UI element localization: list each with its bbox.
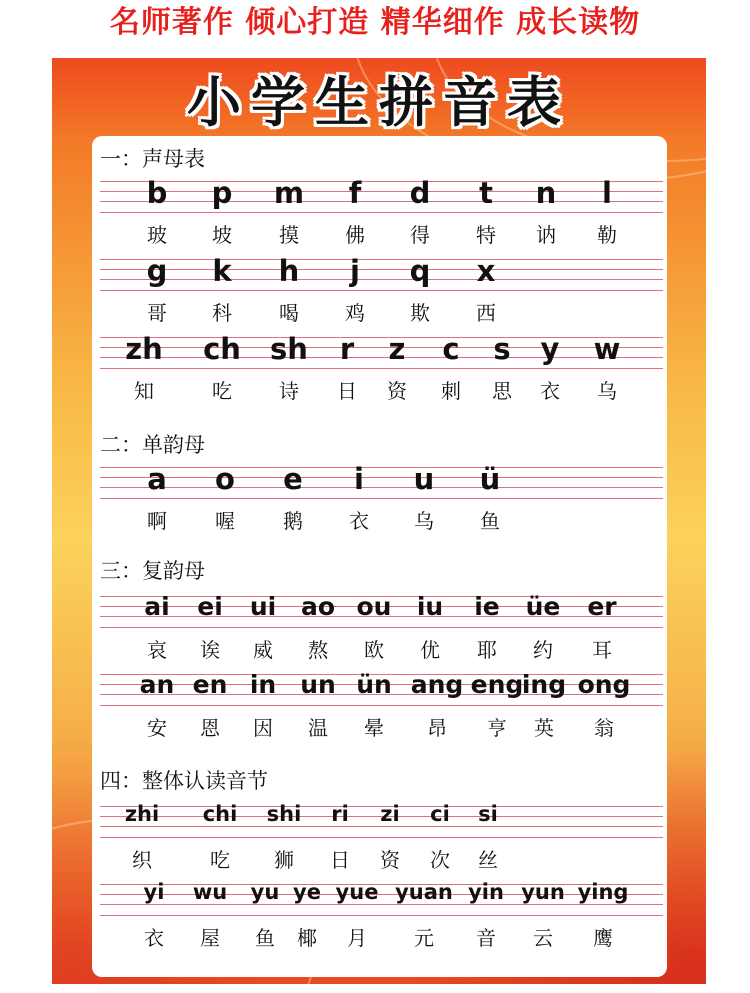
pinyin-syllable: ying	[577, 880, 629, 904]
example-character: 日	[330, 848, 350, 872]
pinyin-syllable: x	[476, 254, 496, 288]
example-character: 摸	[279, 223, 299, 247]
pinyin-syllable: m	[273, 176, 305, 210]
pinyin-syllable: an	[139, 670, 175, 699]
example-character: 狮	[274, 848, 294, 872]
example-character: 亨	[487, 716, 507, 740]
pinyin-syllable: er	[587, 592, 617, 621]
pinyin-syllable: o	[215, 462, 235, 496]
pinyin-syllable: ch	[203, 332, 241, 366]
example-character: 哀	[147, 638, 167, 662]
example-character: 晕	[364, 716, 384, 740]
example-character: 鱼	[255, 926, 275, 950]
pinyin-syllable: r	[339, 332, 355, 366]
example-character: 屋	[200, 926, 220, 950]
example-character: 鸡	[345, 301, 365, 325]
example-character: 昂	[427, 716, 447, 740]
example-character: 科	[212, 301, 232, 325]
pinyin-syllable: wu	[192, 880, 228, 904]
promo-banner: 名师著作 倾心打造 精华细作 成长读物	[109, 5, 641, 40]
pinyin-syllable: ui	[249, 592, 277, 621]
section-heading: 二：单韵母	[100, 433, 205, 457]
example-character: 吃	[212, 379, 232, 403]
example-character: 啊	[147, 509, 167, 533]
pinyin-poster	[52, 58, 706, 984]
pinyin-syllable: ie	[474, 592, 500, 621]
pinyin-chart-card	[92, 136, 667, 977]
example-character: 喔	[215, 509, 235, 533]
example-character: 元	[414, 926, 434, 950]
example-character: 鹅	[283, 509, 303, 533]
pinyin-syllable: si	[478, 802, 498, 826]
writing-lines	[100, 332, 663, 369]
pinyin-syllable: d	[409, 176, 431, 210]
pinyin-syllable: p	[211, 176, 233, 210]
pinyin-syllable: w	[593, 332, 621, 366]
pinyin-syllable: un	[300, 670, 336, 699]
pinyin-syllable: yi	[143, 880, 165, 904]
poster-title: 小学生拼音表	[187, 71, 571, 134]
example-character: 次	[430, 848, 450, 872]
pinyin-syllable: iu	[416, 592, 444, 621]
example-character: 音	[476, 926, 496, 950]
pinyin-syllable: yun	[521, 880, 565, 904]
example-character: 特	[476, 223, 496, 247]
example-character: 佛	[345, 223, 365, 247]
pinyin-syllable: ang	[410, 670, 464, 699]
example-character: 翁	[594, 716, 614, 740]
pinyin-syllable: a	[147, 462, 167, 496]
pinyin-syllable: yu	[250, 880, 280, 904]
example-character: 安	[147, 716, 167, 740]
example-character: 耳	[592, 638, 612, 662]
pinyin-syllable: zh	[125, 332, 163, 366]
example-character: 英	[534, 716, 554, 740]
example-character: 乌	[414, 509, 434, 533]
example-character: 得	[410, 223, 430, 247]
example-character: 熬	[308, 638, 328, 662]
example-character: 乌	[597, 379, 617, 403]
example-character: 织	[132, 848, 152, 872]
pinyin-syllable: u	[413, 462, 435, 496]
example-character: 勒	[597, 223, 617, 247]
example-character: 刺	[441, 379, 461, 403]
pinyin-syllable: ai	[144, 592, 170, 621]
example-character: 温	[308, 716, 328, 740]
example-character: 鱼	[480, 509, 500, 533]
example-character: 丝	[478, 848, 498, 872]
example-character: 耶	[477, 638, 497, 662]
section-heading: 三：复韵母	[100, 559, 205, 583]
pinyin-syllable: ri	[331, 802, 349, 826]
pinyin-syllable: ün	[356, 670, 392, 699]
example-character: 资	[380, 848, 400, 872]
pinyin-syllable: chi	[202, 802, 238, 826]
pinyin-syllable: ci	[430, 802, 450, 826]
example-character: 欺	[410, 301, 430, 325]
pinyin-syllable: yin	[468, 880, 504, 904]
writing-lines	[100, 462, 663, 499]
example-character: 因	[253, 716, 273, 740]
pinyin-syllable: b	[146, 176, 168, 210]
pinyin-syllable: ü	[479, 462, 501, 496]
pinyin-syllable: ou	[356, 592, 392, 621]
example-character: 思	[492, 379, 512, 403]
pinyin-syllable: t	[479, 176, 493, 210]
section-heading: 四：整体认读音节	[100, 769, 268, 793]
pinyin-syllable: zhi	[124, 802, 160, 826]
example-character: 知	[134, 379, 154, 403]
pinyin-syllable: c	[442, 332, 460, 366]
example-character: 威	[253, 638, 273, 662]
pinyin-syllable: eng	[470, 670, 524, 699]
example-character: 衣	[540, 379, 560, 403]
pinyin-syllable: l	[602, 176, 612, 210]
pinyin-syllable: ao	[300, 592, 336, 621]
example-character: 云	[533, 926, 553, 950]
example-character: 月	[347, 926, 367, 950]
pinyin-syllable: ong	[577, 670, 631, 699]
pinyin-syllable: s	[493, 332, 511, 366]
pinyin-syllable: shi	[266, 802, 302, 826]
example-character: 椰	[297, 926, 317, 950]
example-character: 玻	[147, 223, 167, 247]
pinyin-syllable: in	[249, 670, 277, 699]
pinyin-syllable: z	[388, 332, 406, 366]
pinyin-syllable: q	[409, 254, 431, 288]
example-character: 鹰	[593, 926, 613, 950]
writing-lines	[100, 254, 663, 291]
pinyin-syllable: zi	[380, 802, 400, 826]
pinyin-syllable: en	[192, 670, 228, 699]
pinyin-syllable: sh	[270, 332, 308, 366]
section-heading: 一：声母表	[100, 147, 205, 171]
pinyin-syllable: j	[350, 254, 360, 288]
example-character: 优	[420, 638, 440, 662]
pinyin-syllable: ei	[197, 592, 223, 621]
pinyin-syllable: n	[535, 176, 557, 210]
example-character: 约	[533, 638, 553, 662]
pinyin-syllable: e	[283, 462, 303, 496]
example-character: 衣	[144, 926, 164, 950]
pinyin-syllable: h	[278, 254, 300, 288]
pinyin-syllable: i	[354, 462, 364, 496]
example-character: 衣	[349, 509, 369, 533]
example-character: 诶	[200, 638, 220, 662]
writing-lines	[100, 176, 663, 213]
pinyin-syllable: yue	[335, 880, 379, 904]
example-character: 日	[337, 379, 357, 403]
example-character: 坡	[212, 223, 232, 247]
pinyin-syllable: f	[348, 176, 362, 210]
example-character: 恩	[200, 716, 220, 740]
example-character: 诗	[279, 379, 299, 403]
pinyin-syllable: ing	[521, 670, 567, 699]
example-character: 资	[387, 379, 407, 403]
example-character: 吃	[210, 848, 230, 872]
pinyin-syllable: ye	[293, 880, 321, 904]
pinyin-syllable: yuan	[395, 880, 453, 904]
example-character: 讷	[536, 223, 556, 247]
pinyin-syllable: üe	[525, 592, 561, 621]
example-character: 欧	[364, 638, 384, 662]
pinyin-syllable: g	[146, 254, 168, 288]
pinyin-syllable: y	[540, 332, 560, 366]
pinyin-syllable: k	[212, 254, 232, 288]
example-character: 哥	[147, 301, 167, 325]
example-character: 喝	[279, 301, 299, 325]
example-character: 西	[476, 301, 496, 325]
